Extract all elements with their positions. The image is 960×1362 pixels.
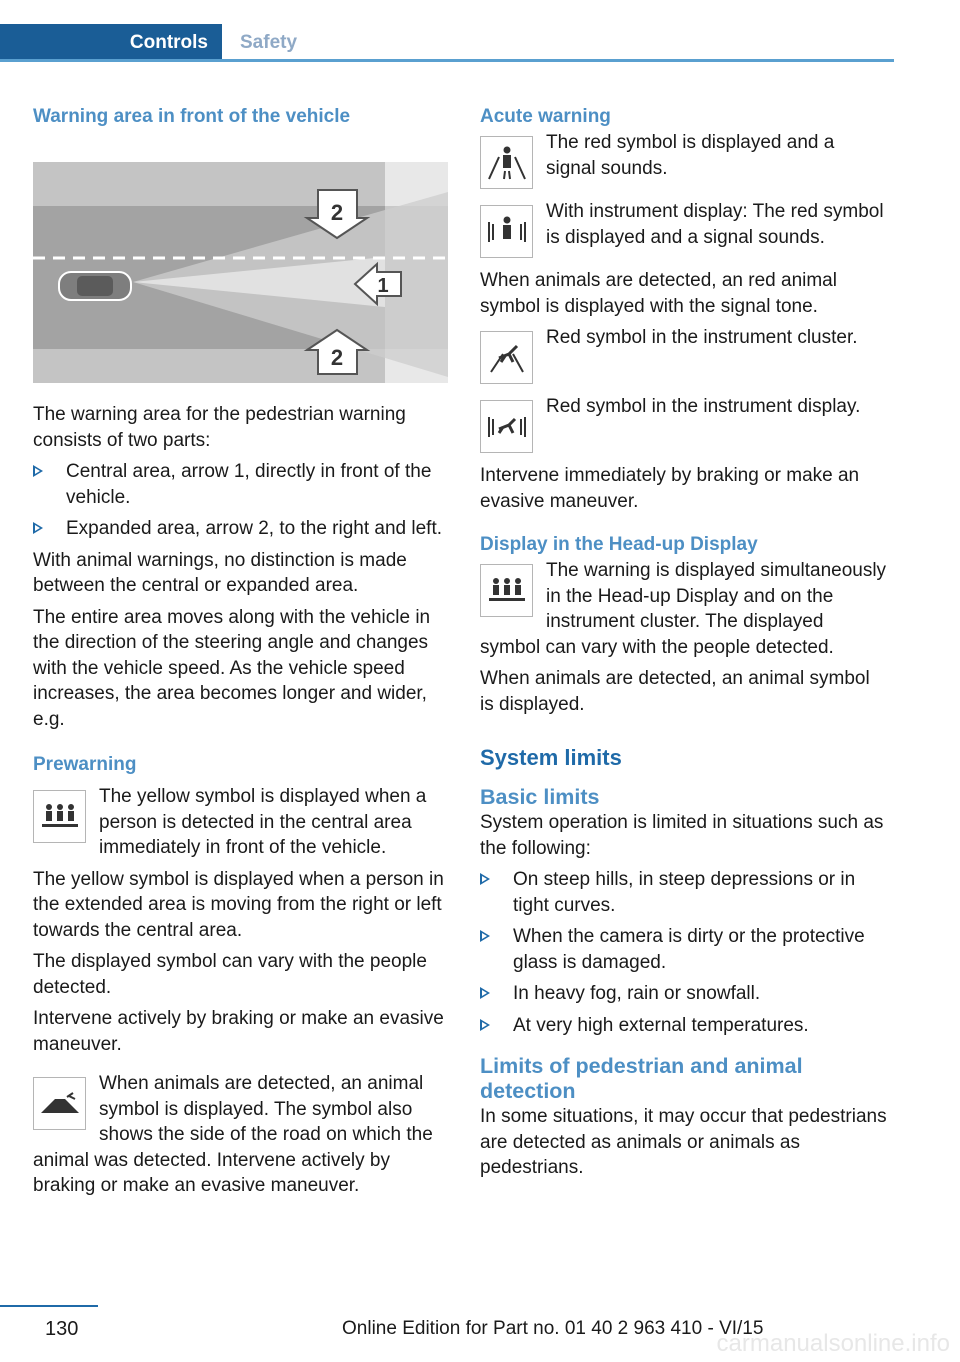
- list-item: In heavy fog, rain or snowfall.: [480, 981, 888, 1007]
- watermark: carmanualsonline.info: [716, 1330, 950, 1357]
- figure-title: Warning area in front of the vehicle: [33, 106, 351, 127]
- triangle-bullet-icon: [480, 930, 490, 942]
- prewarning-block: [33, 784, 448, 861]
- page-header: [0, 24, 894, 62]
- paragraph: Intervene actively by braking or make an evasive maneuver.: [33, 1008, 444, 1055]
- animal-block-2: [480, 394, 888, 457]
- fig-label-1: 1: [377, 275, 389, 297]
- prewarning-heading: Prewarning: [33, 754, 137, 775]
- triangle-bullet-icon: [480, 1019, 490, 1031]
- prewarning-text: The yellow symbol is displayed when a person is detected in the central area immediately in front of the vehicle.: [99, 786, 427, 858]
- warning-area-figure: [33, 162, 448, 383]
- acute-text-1: The red symbol is displayed and a signal sounds.: [546, 132, 835, 179]
- list-item: Expanded area, arrow 2, to the right and left.: [33, 516, 448, 542]
- animal-text-2: Red symbol in the instrument display.: [546, 396, 861, 417]
- animal-prewarning-block: [33, 1071, 448, 1199]
- paragraph: The warning area for the pedestrian warning consists of two parts:: [33, 404, 406, 451]
- system-limits-heading: System limits: [480, 745, 622, 770]
- animal-road-icon: [33, 1077, 86, 1130]
- fig-label-2-bottom: 2: [330, 345, 344, 370]
- paragraph: System operation is limited in situations such as the following:: [480, 812, 884, 859]
- paragraph: Intervene immediately by braking or make an evasive maneuver.: [480, 465, 860, 512]
- hud-heading: Display in the Head-up Display: [480, 534, 758, 555]
- limits-list: [480, 867, 888, 1038]
- acute-warning-heading: Acute warning: [480, 106, 611, 127]
- header-rule: [0, 59, 894, 62]
- paragraph: When animals are detected, an red animal symbol is displayed with the signal tone.: [480, 270, 837, 317]
- animal-block-1: [480, 325, 888, 388]
- triangle-bullet-icon: [480, 873, 490, 885]
- page-number: 130: [45, 1318, 79, 1340]
- triangle-bullet-icon: [480, 987, 490, 999]
- footer-rule: [0, 1305, 98, 1307]
- paragraph: The displayed symbol can vary with the people detected.: [33, 951, 427, 998]
- paragraph: The entire area moves along with the vehicle in the direction of the steering angle and changes with the vehicle speed. As the vehicle speed increases, the area becomes longer and wider, e.g.: [33, 606, 431, 730]
- paragraph: When animals are detected, an animal symbol is displayed.: [480, 668, 870, 715]
- acute-block-1: [480, 130, 888, 193]
- deer-signal-icon: [480, 400, 533, 453]
- animal-text-1: Red symbol in the instrument cluster.: [546, 327, 858, 348]
- paragraph: In some situations, it may occur that pedestrians are detected as animals or animals as pedestrians.: [480, 1106, 887, 1178]
- people-hud-icon: [480, 564, 533, 617]
- triangle-bullet-icon: [33, 465, 43, 477]
- section-tab-controls[interactable]: Controls: [0, 24, 222, 62]
- right-column: [480, 100, 888, 1187]
- basic-limits-heading: Basic limits: [480, 785, 600, 809]
- animal-prewarning-text: When animals are detected, an animal symbol is displayed. The symbol also shows the side of the road on which the animal was detected. Intervene actively by braking or make an evasive maneuver.: [33, 1073, 433, 1196]
- paragraph: With animal warnings, no distinction is made between the central or expanded area.: [33, 549, 407, 596]
- hud-text: The warning is displayed simultaneously in the Head-up Display and on the instrument cluster. The displayed symbol can vary with the people detected.: [480, 560, 887, 658]
- bullet-list: [33, 459, 448, 542]
- acute-block-2: [480, 199, 888, 262]
- fig-label-2-top: 2: [330, 200, 344, 225]
- edition-text: Online Edition for Part no. 01 40 2 963 410 - VI/15: [342, 1318, 764, 1339]
- paragraph: The yellow symbol is displayed when a person in the extended area is moving from the right or left towards the central area.: [33, 868, 444, 941]
- list-item: When the camera is dirty or the protective glass is damaged.: [480, 924, 888, 975]
- detection-limits-heading: Limits of pedestrian and animal detection: [480, 1054, 803, 1103]
- pedestrian-signal-icon: [480, 205, 533, 258]
- acute-text-2: With instrument display: The red symbol is displayed and a signal sounds.: [546, 201, 884, 248]
- triangle-bullet-icon: [33, 522, 43, 534]
- pedestrian-road-icon: [480, 136, 533, 189]
- list-item: At very high external temperatures.: [480, 1013, 888, 1039]
- deer-road-icon: [480, 331, 533, 384]
- list-item: Central area, arrow 1, directly in front of the vehicle.: [33, 459, 448, 510]
- left-column: [33, 100, 448, 1205]
- list-item: On steep hills, in steep depressions or in tight curves.: [480, 867, 888, 918]
- section-tab-safety[interactable]: Safety: [240, 32, 298, 53]
- people-warning-icon: [33, 790, 86, 843]
- hud-block: [480, 558, 888, 660]
